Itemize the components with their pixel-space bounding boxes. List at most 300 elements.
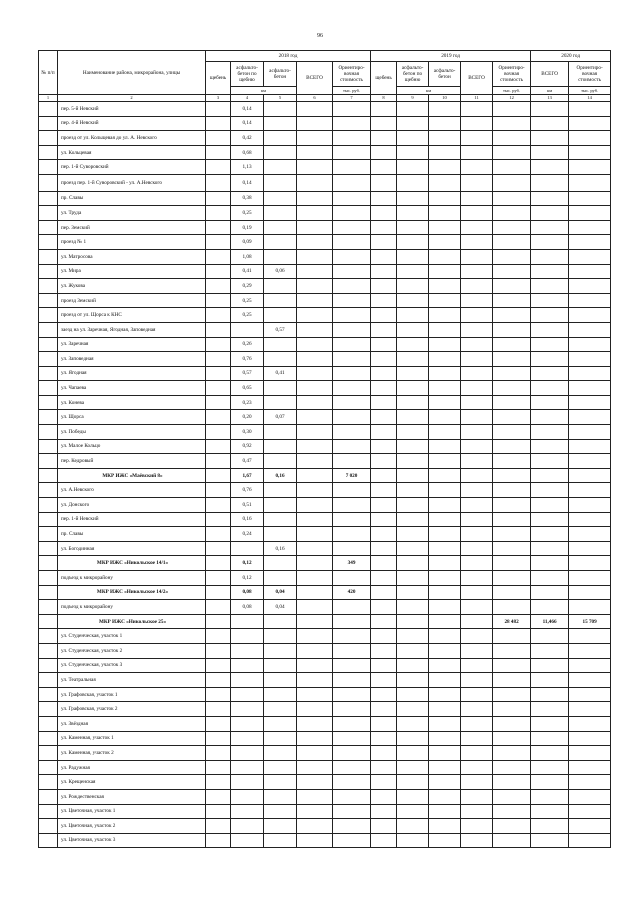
empty-cell <box>371 174 397 191</box>
empty-cell <box>39 468 58 483</box>
value-cell-c5 <box>264 483 297 498</box>
value-cell-c12 <box>493 731 531 746</box>
value-cell-c7 <box>333 235 371 250</box>
value-cell-c7 <box>333 206 371 221</box>
value-cell-c14 <box>569 454 611 469</box>
value-cell-c5 <box>264 498 297 513</box>
empty-cell <box>429 454 461 469</box>
value-cell-c7 <box>333 145 371 160</box>
value-cell-c14 <box>569 322 611 337</box>
empty-cell <box>206 293 231 308</box>
empty-cell <box>397 116 429 131</box>
street-name-cell: ул. Студенческая, участок 3 <box>58 658 206 673</box>
empty-cell <box>429 643 461 658</box>
value-cell-c14 <box>569 425 611 440</box>
empty-cell <box>371 833 397 848</box>
empty-cell <box>397 174 429 191</box>
value-cell-c7 <box>333 381 371 396</box>
value-cell-c7 <box>333 439 371 454</box>
empty-cell <box>397 498 429 513</box>
empty-cell <box>461 160 493 175</box>
empty-cell <box>297 804 333 819</box>
table-row <box>39 381 611 396</box>
empty-cell <box>461 760 493 775</box>
street-name-cell: ул. Чапаева <box>58 381 206 396</box>
empty-cell <box>206 322 231 337</box>
empty-cell <box>206 395 231 410</box>
value-cell-c12 <box>493 468 531 483</box>
value-cell-c13 <box>531 191 569 206</box>
empty-cell <box>461 498 493 513</box>
value-cell-c7 <box>333 819 371 834</box>
empty-cell <box>39 702 58 717</box>
value-cell-c5 <box>264 614 297 629</box>
empty-cell <box>39 789 58 804</box>
empty-cell <box>461 614 493 629</box>
table-row <box>39 541 611 556</box>
value-cell-c12 <box>493 381 531 396</box>
col-number: 12 <box>493 95 531 102</box>
table-row <box>39 308 611 323</box>
value-cell-c13 <box>531 145 569 160</box>
value-cell-c12 <box>493 116 531 131</box>
empty-cell <box>297 206 333 221</box>
col-number: 8 <box>371 95 397 102</box>
value-cell-c12 <box>493 439 531 454</box>
table-row <box>39 425 611 440</box>
value-cell-c5 <box>264 673 297 688</box>
value-cell-c7 <box>333 541 371 556</box>
value-cell-c13 <box>531 220 569 235</box>
street-name-cell: ул. Жукова <box>58 279 206 294</box>
street-name-cell: МКР ИЖС «Никольское 25» <box>58 614 206 629</box>
value-cell-c14 <box>569 556 611 571</box>
value-cell-c7: 7 020 <box>333 468 371 483</box>
value-cell-c7 <box>333 600 371 615</box>
empty-cell <box>206 279 231 294</box>
table-row <box>39 206 611 221</box>
empty-cell <box>429 116 461 131</box>
value-cell-c7: 420 <box>333 585 371 600</box>
value-cell-c13 <box>531 775 569 790</box>
empty-cell <box>297 629 333 644</box>
empty-cell <box>397 702 429 717</box>
value-cell-c14 <box>569 308 611 323</box>
empty-cell <box>371 191 397 206</box>
value-cell-c4: 1,08 <box>231 249 264 264</box>
value-cell-c4: 0,57 <box>231 366 264 381</box>
empty-cell <box>371 775 397 790</box>
value-cell-c5 <box>264 235 297 250</box>
value-cell-c5 <box>264 571 297 586</box>
empty-cell <box>206 716 231 731</box>
value-cell-c12 <box>493 600 531 615</box>
value-cell-c14 <box>569 658 611 673</box>
value-cell-c5 <box>264 279 297 294</box>
header-2019-cost: Ориентиро-вочная стоимость <box>493 62 531 87</box>
empty-cell <box>397 395 429 410</box>
empty-cell <box>371 716 397 731</box>
value-cell-c14 <box>569 337 611 352</box>
value-cell-c14 <box>569 293 611 308</box>
value-cell-c14 <box>569 760 611 775</box>
empty-cell <box>297 585 333 600</box>
empty-cell <box>297 381 333 396</box>
empty-cell <box>297 425 333 440</box>
empty-cell <box>206 658 231 673</box>
empty-cell <box>371 337 397 352</box>
empty-cell <box>297 643 333 658</box>
table-row <box>39 235 611 250</box>
value-cell-c4: 1,67 <box>231 468 264 483</box>
empty-cell <box>397 658 429 673</box>
value-cell-c5: 0,57 <box>264 322 297 337</box>
empty-cell <box>461 775 493 790</box>
table-row <box>39 191 611 206</box>
empty-cell <box>297 454 333 469</box>
column-numbers-row <box>39 95 611 102</box>
value-cell-c13 <box>531 131 569 146</box>
value-cell-c14 <box>569 483 611 498</box>
empty-cell <box>297 366 333 381</box>
empty-cell <box>461 279 493 294</box>
table-row <box>39 322 611 337</box>
col-number: 9 <box>397 95 429 102</box>
empty-cell <box>39 600 58 615</box>
value-cell-c7 <box>333 191 371 206</box>
street-name-cell: ул. Графовская, участок 2 <box>58 702 206 717</box>
empty-cell <box>39 264 58 279</box>
unit-km-2019: км <box>397 87 461 95</box>
street-name-cell: пер. Земский <box>58 220 206 235</box>
value-cell-c4 <box>231 673 264 688</box>
value-cell-c5 <box>264 454 297 469</box>
value-cell-c13 <box>531 687 569 702</box>
empty-cell <box>397 629 429 644</box>
value-cell-c4 <box>231 775 264 790</box>
empty-cell <box>206 804 231 819</box>
empty-cell <box>297 716 333 731</box>
empty-cell <box>371 687 397 702</box>
value-cell-c14 <box>569 279 611 294</box>
value-cell-c12 <box>493 585 531 600</box>
unit-km-2020: км <box>531 87 569 95</box>
empty-cell <box>39 352 58 367</box>
value-cell-c14 <box>569 731 611 746</box>
value-cell-c12 <box>493 527 531 542</box>
value-cell-c12 <box>493 102 531 117</box>
empty-cell <box>206 337 231 352</box>
empty-cell <box>206 819 231 834</box>
empty-cell <box>397 249 429 264</box>
empty-cell <box>461 571 493 586</box>
empty-cell <box>429 687 461 702</box>
street-name-cell: пер. Кедровый <box>58 454 206 469</box>
value-cell-c7 <box>333 322 371 337</box>
table-row <box>39 366 611 381</box>
value-cell-c14 <box>569 395 611 410</box>
value-cell-c4 <box>231 658 264 673</box>
value-cell-c12 <box>493 716 531 731</box>
value-cell-c7 <box>333 527 371 542</box>
empty-cell <box>206 145 231 160</box>
value-cell-c12 <box>493 804 531 819</box>
value-cell-c4: 0,16 <box>231 512 264 527</box>
value-cell-c7 <box>333 498 371 513</box>
empty-cell <box>206 498 231 513</box>
table-row <box>39 819 611 834</box>
table-row <box>39 337 611 352</box>
value-cell-c7 <box>333 789 371 804</box>
empty-cell <box>371 556 397 571</box>
empty-cell <box>297 131 333 146</box>
empty-cell <box>429 425 461 440</box>
value-cell-c12 <box>493 746 531 761</box>
empty-cell <box>297 731 333 746</box>
value-cell-c7 <box>333 512 371 527</box>
value-cell-c13 <box>531 658 569 673</box>
empty-cell <box>206 527 231 542</box>
street-name-cell: ул. Звёздная <box>58 716 206 731</box>
value-cell-c5 <box>264 337 297 352</box>
empty-cell <box>461 716 493 731</box>
empty-cell <box>371 381 397 396</box>
value-cell-c14 <box>569 512 611 527</box>
empty-cell <box>297 235 333 250</box>
empty-cell <box>397 439 429 454</box>
empty-cell <box>206 102 231 117</box>
empty-cell <box>461 512 493 527</box>
value-cell-c13 <box>531 804 569 819</box>
empty-cell <box>39 746 58 761</box>
empty-cell <box>429 322 461 337</box>
street-name-cell: ул. Мира <box>58 264 206 279</box>
street-name-cell: ул. Цветочная, участок 3 <box>58 833 206 848</box>
value-cell-c12 <box>493 220 531 235</box>
value-cell-c4: 0,19 <box>231 220 264 235</box>
empty-cell <box>206 174 231 191</box>
value-cell-c5 <box>264 174 297 191</box>
value-cell-c4: 0,24 <box>231 527 264 542</box>
value-cell-c7 <box>333 425 371 440</box>
empty-cell <box>397 235 429 250</box>
col-number: 6 <box>297 95 333 102</box>
header-2020-cost: Ориентиро-вочная стоимость <box>569 62 611 87</box>
value-cell-c13 <box>531 468 569 483</box>
empty-cell <box>297 541 333 556</box>
empty-cell <box>39 819 58 834</box>
value-cell-c13 <box>531 673 569 688</box>
value-cell-c7 <box>333 673 371 688</box>
street-name-cell: ул. Графовская, участок 1 <box>58 687 206 702</box>
empty-cell <box>461 789 493 804</box>
value-cell-c14 <box>569 833 611 848</box>
street-name-cell: ул. Заречная <box>58 337 206 352</box>
empty-cell <box>39 687 58 702</box>
header-year-2020: 2020 год <box>531 51 611 62</box>
header-2018-asphalt: асфальто-бетон <box>264 62 297 87</box>
empty-cell <box>371 541 397 556</box>
empty-cell <box>429 702 461 717</box>
value-cell-c14 <box>569 145 611 160</box>
street-name-cell: ул. Крещенская <box>58 775 206 790</box>
value-cell-c4 <box>231 702 264 717</box>
value-cell-c4 <box>231 541 264 556</box>
empty-cell <box>39 775 58 790</box>
table-row <box>39 410 611 425</box>
value-cell-c13 <box>531 527 569 542</box>
value-cell-c13 <box>531 789 569 804</box>
value-cell-c5 <box>264 629 297 644</box>
empty-cell <box>206 629 231 644</box>
empty-cell <box>39 102 58 117</box>
empty-cell <box>429 352 461 367</box>
empty-cell <box>461 337 493 352</box>
empty-cell <box>429 629 461 644</box>
empty-cell <box>461 366 493 381</box>
empty-cell <box>371 571 397 586</box>
value-cell-c4: 0,41 <box>231 264 264 279</box>
empty-cell <box>206 687 231 702</box>
value-cell-c5 <box>264 789 297 804</box>
empty-cell <box>397 585 429 600</box>
empty-cell <box>429 468 461 483</box>
value-cell-c14 <box>569 116 611 131</box>
empty-cell <box>429 206 461 221</box>
empty-cell <box>371 746 397 761</box>
empty-cell <box>461 131 493 146</box>
empty-cell <box>429 571 461 586</box>
value-cell-c12 <box>493 235 531 250</box>
value-cell-c13 <box>531 337 569 352</box>
value-cell-c13 <box>531 439 569 454</box>
empty-cell <box>297 833 333 848</box>
empty-cell <box>461 206 493 221</box>
value-cell-c13 <box>531 425 569 440</box>
street-name-cell: МКР ИЖС «Маёвский 8» <box>58 468 206 483</box>
empty-cell <box>429 819 461 834</box>
empty-cell <box>371 468 397 483</box>
value-cell-c12 <box>493 160 531 175</box>
value-cell-c5 <box>264 308 297 323</box>
empty-cell <box>206 702 231 717</box>
empty-cell <box>297 337 333 352</box>
empty-cell <box>371 658 397 673</box>
value-cell-c13: 11,466 <box>531 614 569 629</box>
empty-cell <box>429 160 461 175</box>
empty-cell <box>39 381 58 396</box>
value-cell-c4: 0,08 <box>231 600 264 615</box>
value-cell-c13 <box>531 381 569 396</box>
value-cell-c5 <box>264 145 297 160</box>
empty-cell <box>461 483 493 498</box>
empty-cell <box>297 160 333 175</box>
value-cell-c7 <box>333 716 371 731</box>
street-name-cell: проезд № 1 <box>58 235 206 250</box>
empty-cell <box>429 833 461 848</box>
table-row <box>39 789 611 804</box>
empty-cell <box>397 220 429 235</box>
table-row-district <box>39 614 611 629</box>
empty-cell <box>206 249 231 264</box>
empty-cell <box>206 220 231 235</box>
value-cell-c13 <box>531 833 569 848</box>
empty-cell <box>39 760 58 775</box>
empty-cell <box>371 600 397 615</box>
value-cell-c7 <box>333 833 371 848</box>
empty-cell <box>297 775 333 790</box>
empty-cell <box>397 789 429 804</box>
empty-cell <box>371 145 397 160</box>
empty-cell <box>461 468 493 483</box>
empty-cell <box>429 789 461 804</box>
street-name-cell: ул. Цветочная, участок 1 <box>58 804 206 819</box>
value-cell-c14 <box>569 804 611 819</box>
empty-cell <box>461 804 493 819</box>
empty-cell <box>429 775 461 790</box>
value-cell-c7 <box>333 366 371 381</box>
empty-cell <box>39 498 58 513</box>
empty-cell <box>39 658 58 673</box>
value-cell-c5 <box>264 381 297 396</box>
col-number: 14 <box>569 95 611 102</box>
value-cell-c7 <box>333 643 371 658</box>
value-cell-c13 <box>531 410 569 425</box>
value-cell-c4: 0,25 <box>231 206 264 221</box>
table-row <box>39 439 611 454</box>
value-cell-c12 <box>493 819 531 834</box>
table-row-district <box>39 556 611 571</box>
empty-cell <box>297 322 333 337</box>
street-name-cell: ул. Малое Кольцо <box>58 439 206 454</box>
empty-cell <box>397 308 429 323</box>
value-cell-c4: 0,38 <box>231 191 264 206</box>
table-row <box>39 145 611 160</box>
value-cell-c12: 28 482 <box>493 614 531 629</box>
street-name-cell: проезд от ул. Колыцевая до ул. А. Невского <box>58 131 206 146</box>
empty-cell <box>397 102 429 117</box>
value-cell-c7 <box>333 760 371 775</box>
empty-cell <box>429 410 461 425</box>
empty-cell <box>297 439 333 454</box>
value-cell-c4: 0,47 <box>231 454 264 469</box>
empty-cell <box>39 308 58 323</box>
empty-cell <box>429 220 461 235</box>
empty-cell <box>39 249 58 264</box>
empty-cell <box>461 527 493 542</box>
empty-cell <box>429 527 461 542</box>
value-cell-c13 <box>531 760 569 775</box>
empty-cell <box>206 760 231 775</box>
value-cell-c14 <box>569 643 611 658</box>
value-cell-c4: 0,14 <box>231 102 264 117</box>
table-row <box>39 643 611 658</box>
value-cell-c14 <box>569 746 611 761</box>
empty-cell <box>461 687 493 702</box>
empty-cell <box>461 731 493 746</box>
value-cell-c5 <box>264 556 297 571</box>
empty-cell <box>39 541 58 556</box>
value-cell-c4: 0,23 <box>231 395 264 410</box>
unit-km-2018: км <box>231 87 297 95</box>
empty-cell <box>429 293 461 308</box>
empty-cell <box>397 673 429 688</box>
table-row <box>39 279 611 294</box>
empty-cell <box>297 527 333 542</box>
value-cell-c13 <box>531 585 569 600</box>
empty-cell <box>297 116 333 131</box>
empty-cell <box>461 439 493 454</box>
